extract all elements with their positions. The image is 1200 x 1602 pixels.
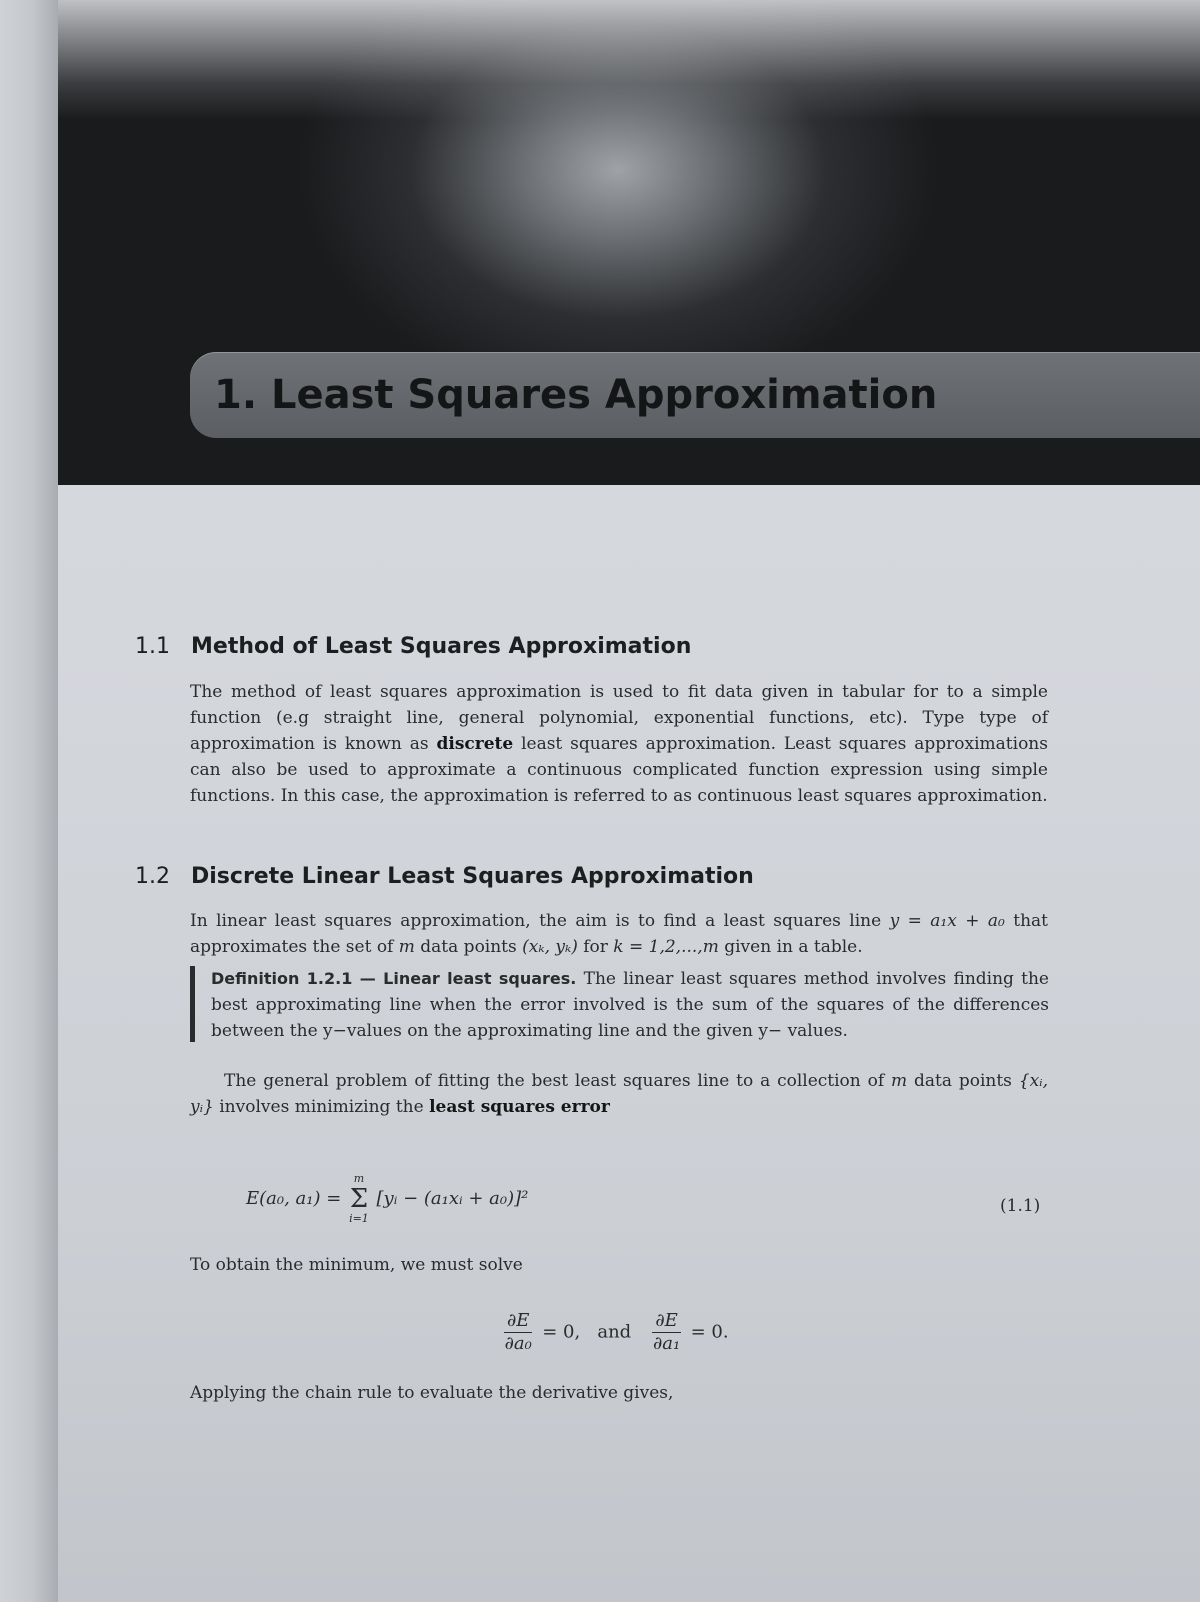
fraction-dE-da0 [504, 1310, 532, 1355]
bold-term: discrete [436, 734, 514, 754]
text-run: The method of least squares approximation is used to fit data given in tabular for to a simple function (e.g straight line, general polynomial, exponential functions, etc). Type type of approximation is known as [190, 682, 1048, 754]
section-title: Discrete Linear Least Squares Approximation [191, 864, 754, 889]
text-run: The general problem of fitting the best least squares line to a collection of [224, 1071, 891, 1091]
text-run: data points [907, 1071, 1019, 1091]
definition-text [211, 966, 1049, 1044]
text-run: data points [414, 937, 523, 957]
math-inline: k = 1,2,...,m [613, 937, 719, 957]
paragraph-chain-rule: Applying the chain rule to evaluate the derivative gives, [190, 1383, 674, 1403]
equals-zero: = 0. [690, 1321, 729, 1343]
definition-box [190, 966, 1053, 1042]
equation-lhs: E(a₀, a₁) = [246, 1188, 348, 1209]
math-inline: {xᵢ, yᵢ} [190, 1071, 1048, 1117]
sum-upper-limit: m [353, 1172, 365, 1185]
equation-partial-derivatives [500, 1310, 729, 1355]
book-spine [0, 0, 58, 1602]
math-inline: m [891, 1071, 908, 1091]
sigma-symbol: Σ [349, 1184, 369, 1214]
equals-zero: = 0, [542, 1321, 581, 1343]
text-run: involves minimizing the [213, 1097, 430, 1117]
bold-term: least squares error [429, 1097, 610, 1117]
equation-number: (1.1) [1000, 1196, 1041, 1216]
fraction-dE-da1 [652, 1310, 680, 1355]
numerator: ∂E [504, 1310, 532, 1333]
definition-label: Definition 1.2.1 — Linear least squares. [211, 969, 577, 988]
chapter-title: 1. Least Squares Approximation [214, 372, 938, 418]
section-number: 1.2 [135, 864, 170, 889]
text-run: least squares approximation. Least squares approximations can also be used to approximate a continuous complicated function expression using simple functions. In this case, the approximation is referred to as continuous least squares approximation. [190, 734, 1048, 806]
math-inline: m [398, 937, 415, 957]
math-inline: y = a₁x + a₀ [889, 911, 1005, 931]
numerator: ∂E [652, 1310, 680, 1333]
denominator: ∂a₀ [504, 1333, 532, 1354]
text-run: In linear least squares approximation, the aim is to find a least squares line [190, 911, 890, 931]
denominator: ∂a₁ [652, 1333, 681, 1354]
sum-lower-limit: i=1 [349, 1212, 369, 1225]
summation [349, 1172, 369, 1226]
section-title: Method of Least Squares Approximation [191, 634, 692, 659]
math-inline: (xₖ, yₖ) [522, 937, 578, 957]
text-run: that approximates the set of [190, 911, 1048, 957]
paragraph-method-intro [190, 679, 1048, 809]
text-run: The linear least squares method involves finding the best approximating line when the error involved is the sum of the squares of the differences between the y−values on the approximating line and the given y− values. [211, 969, 1049, 1041]
paragraph-obtain-minimum: To obtain the minimum, we must solve [190, 1255, 523, 1275]
paragraph-linear-intro [190, 908, 1048, 960]
equation-rhs: [yᵢ − (a₁xᵢ + a₀)]² [376, 1188, 529, 1209]
banner-haze [58, 0, 1200, 120]
section-number: 1.1 [135, 634, 170, 659]
equation-least-squares-error [246, 1172, 528, 1226]
paragraph-general-problem [190, 1068, 1048, 1120]
text-run: for [577, 937, 614, 957]
conjunction: and [597, 1321, 632, 1343]
text-run: given in a table. [718, 937, 863, 957]
